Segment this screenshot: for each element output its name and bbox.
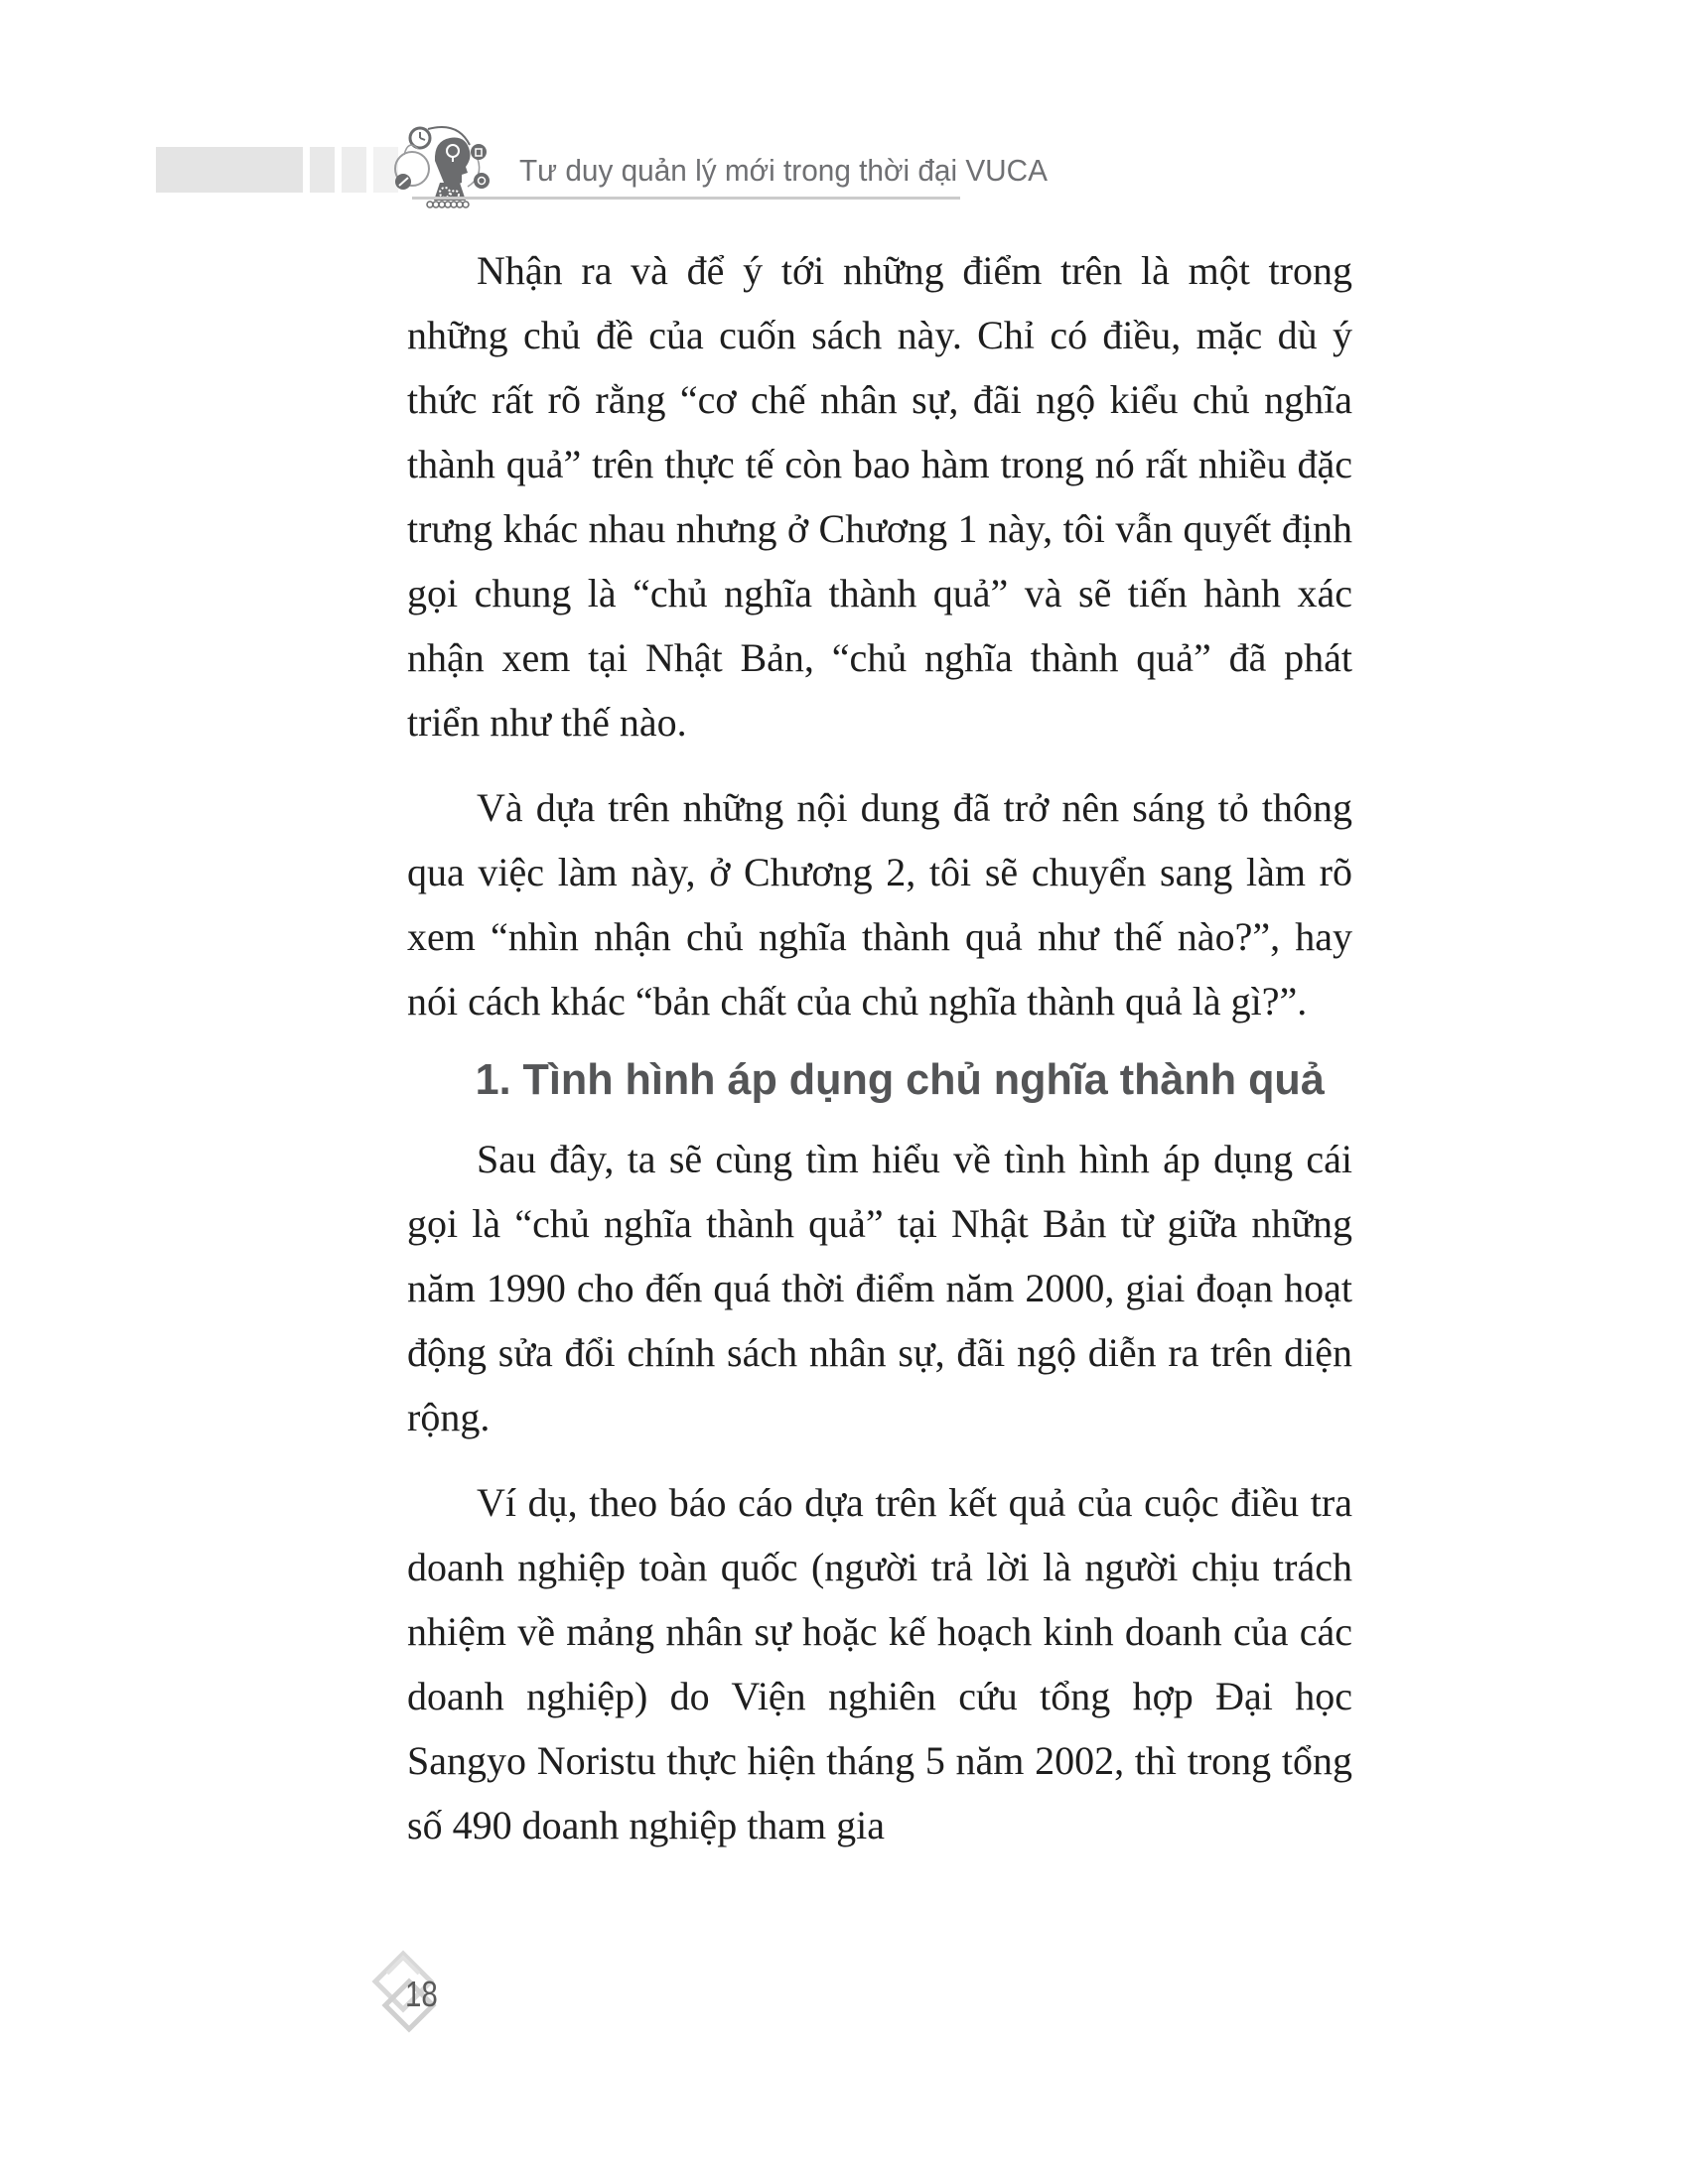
header-divider [412,197,960,200]
page-number: 18 [405,1974,438,2014]
decoration-bar [310,147,335,193]
paragraph: Nhận ra và để ý tới những điểm trên là một trong những chủ đề của cuốn sách này. Chỉ có điều, mặc dù ý thức rất rõ rằng “cơ chế nhân sự, đãi ngộ kiểu chủ nghĩa thành quả” trên thực tế còn bao hàm trong nó rất nhiều đặc trưng khác nhau nhưng ở Chương 1 này, tôi vẫn quyết định gọi chung là “chủ nghĩa thành quả” và sẽ tiến hành xác nhận xem tại Nhật Bản, “chủ nghĩa thành quả” đã phát triển như thế nào. [407,248,1352,745]
section-heading: 1. Tình hình áp dụng chủ nghĩa thành quả [475,1055,1325,1104]
header-decoration-bars [156,147,398,193]
decoration-bar [156,147,303,193]
decoration-bar [342,147,366,193]
page-footer [365,1948,455,2043]
paragraph: Sau đây, ta sẽ cùng tìm hiểu về tình hình áp dụng cái gọi là “chủ nghĩa thành quả” tại Nhật Bản từ giữa những năm 1990 cho đến quá thời điểm năm 2000, giai đoạn hoạt động sửa đổi chính sách nhân sự, đãi ngộ diễn ra trên diện rộng. [407,1137,1352,1439]
paragraph: Ví dụ, theo báo cáo dựa trên kết quả của cuộc điều tra doanh nghiệp toàn quốc (người trả lời là người chịu trách nhiệm về mảng nhân sự hoặc kế hoạch kinh doanh của các doanh nghiệp) do Viện nghiên cứu tổng hợp Đại học Sangyo Noristu thực hiện tháng 5 năm 2002, thì trong tổng số 490 doanh nghiệp tham gia [407,1480,1352,1847]
running-head [0,127,1688,206]
text-block [407,238,1352,1878]
running-head-title: Tư duy quản lý mới trong thời đại VUCA [519,153,1049,188]
paragraph: Và dựa trên những nội dung đã trở nên sáng tỏ thông qua việc làm này, ở Chương 2, tôi sẽ chuyển sang làm rõ xem “nhìn nhận chủ nghĩa thành quả như thế nào?”, hay nói cách khác “bản chất của chủ nghĩa thành quả là gì?”. [407,785,1352,1024]
